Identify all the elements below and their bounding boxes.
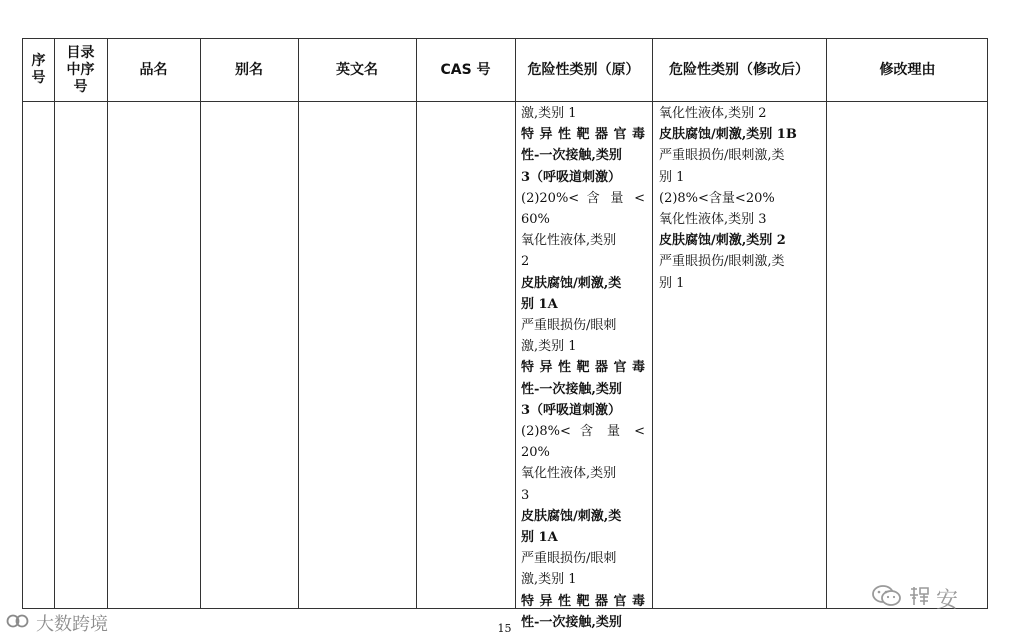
header-product-name: 品名 bbox=[139, 61, 168, 78]
header-catalog-seq-line: 号 bbox=[73, 78, 88, 95]
header-seq-line: 号 bbox=[31, 70, 46, 86]
hazard-original-line: 氧化性液体,类别 bbox=[521, 466, 617, 482]
hazard-original-line: 皮肤腐蚀/刺激,类 bbox=[521, 275, 622, 291]
hazard-revised-line: 严重眼损伤/眼刺激,类 bbox=[659, 254, 785, 270]
hazard-original-line: 特异性靶器官毒 bbox=[521, 593, 645, 609]
hazard-original-line: 激,类别 1 bbox=[521, 572, 577, 588]
hazard-original-line: 严重眼损伤/眼刺 bbox=[521, 318, 617, 334]
hazard-original-line: 3（呼吸道刺激） bbox=[521, 169, 622, 185]
hazard-revised-cell bbox=[659, 103, 824, 294]
hazard-original-cell bbox=[521, 103, 645, 633]
hazard-original-line: (2)20%< 含 量 < bbox=[521, 190, 645, 206]
hazard-original-line: 皮肤腐蚀/刺激,类 bbox=[521, 508, 622, 524]
header-hazard-original: 危险性类别（原） bbox=[527, 61, 640, 78]
hazard-original-line: 性-一次接触,类别 bbox=[521, 148, 622, 164]
header-alias: 别名 bbox=[235, 61, 263, 78]
hazard-original-line: 激,类别 1 bbox=[521, 106, 577, 121]
hazard-original-line: 激,类别 1 bbox=[521, 339, 577, 355]
hazard-revised-line: 皮肤腐蚀/刺激,类别 1B bbox=[659, 127, 797, 143]
page-number: 15 bbox=[497, 622, 512, 635]
hazard-original-line: 氧化性液体,类别 bbox=[521, 233, 617, 249]
header-seq bbox=[23, 39, 54, 101]
hazard-original-line: 别 1A bbox=[521, 296, 558, 312]
hazard-original-line: 60% bbox=[521, 212, 550, 228]
header-catalog-seq-line: 中序 bbox=[66, 61, 95, 78]
header-catalog-seq bbox=[54, 39, 107, 101]
hazard-revised-line: 严重眼损伤/眼刺激,类 bbox=[659, 148, 785, 164]
hazard-revised-line: 别 1 bbox=[659, 169, 685, 185]
hazard-original-line: 别 1A bbox=[521, 530, 558, 546]
hazard-revised-line: 皮肤腐蚀/刺激,类别 2 bbox=[659, 233, 786, 249]
watermark-right-text: 安 bbox=[936, 588, 959, 613]
hazard-revised-line: 氧化性液体,类别 3 bbox=[659, 212, 767, 228]
hazard-original-line: 20% bbox=[521, 445, 550, 461]
header-catalog-seq-line: 目录 bbox=[66, 44, 95, 61]
watermark-glyph-icon bbox=[908, 585, 930, 613]
hazard-original-line: 3 bbox=[521, 487, 530, 503]
watermark-left-text: 大数跨境 bbox=[36, 614, 108, 635]
wechat-icon bbox=[872, 584, 902, 614]
hazard-original-line: 严重眼损伤/眼刺 bbox=[521, 551, 617, 567]
hazard-original-line: 性-一次接触,类别 bbox=[521, 614, 622, 630]
watermark-right bbox=[872, 583, 958, 614]
header-reason: 修改理由 bbox=[879, 61, 936, 78]
hazard-original-line: 3（呼吸道刺激） bbox=[521, 402, 622, 418]
hazard-revised-line: 别 1 bbox=[659, 275, 685, 291]
hazard-revised-line: 氧化性液体,类别 2 bbox=[659, 106, 767, 121]
hazard-revised-line: (2)8%<含量<20% bbox=[659, 190, 775, 206]
hazard-original-line: (2)8%< 含 量 < bbox=[521, 424, 645, 440]
hazard-original-line: 性-一次接触,类别 bbox=[521, 381, 622, 397]
header-english-name: 英文名 bbox=[336, 61, 378, 78]
hazard-original-line: 特异性靶器官毒 bbox=[521, 127, 645, 143]
header-hazard-revised: 危险性类别（修改后） bbox=[669, 61, 809, 78]
hazard-original-line: 特异性靶器官毒 bbox=[521, 360, 645, 376]
header-seq-line: 序 bbox=[31, 53, 46, 69]
header-cas: CAS 号 bbox=[440, 61, 491, 78]
hazard-original-line: 2 bbox=[521, 254, 530, 270]
